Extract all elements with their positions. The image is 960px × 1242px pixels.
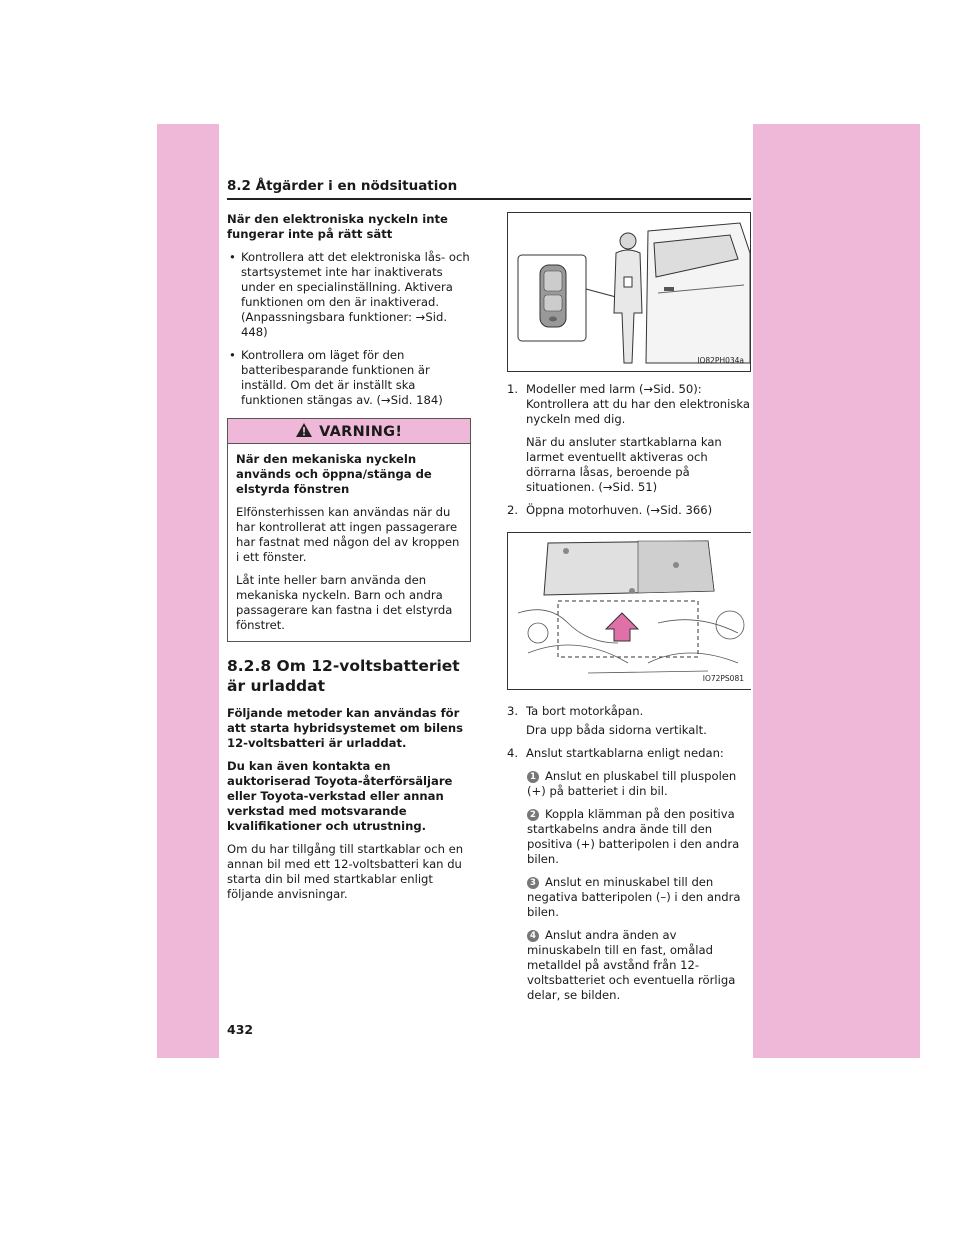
engine-illustration bbox=[508, 533, 752, 689]
warning-heading: När den mekaniska nyckeln används och öppna/stänga de elstyrda fönstren bbox=[236, 452, 432, 496]
step-number: 3. bbox=[507, 704, 519, 718]
figure-code: IO82PH034a bbox=[697, 356, 744, 365]
substep-text: Anslut en pluskabel till pluspolen (+) på batteriet i din bil. bbox=[527, 769, 737, 798]
section-header bbox=[227, 178, 751, 200]
step-circle-icon: 4 bbox=[527, 930, 539, 942]
warning-para: Elfönsterhissen kan användas när du har kontrollerat att ingen passagerare har fastnat med någon del av kroppen i ett fönster. bbox=[236, 505, 460, 564]
bullet-item bbox=[227, 348, 471, 408]
substep-text: Anslut en minuskabel till den negativa batteripolen (–) i den andra bilen. bbox=[527, 875, 741, 919]
step-text: Ta bort motorkåpan. bbox=[526, 704, 644, 718]
step-circle-icon: 2 bbox=[527, 809, 539, 821]
figure-key-door bbox=[507, 212, 751, 372]
step-circle-icon: 3 bbox=[527, 877, 539, 889]
substep-item bbox=[507, 875, 751, 920]
figure-code: IO72PS081 bbox=[702, 674, 744, 683]
warning-box bbox=[227, 418, 471, 642]
step-text: Anslut startkablarna enligt nedan: bbox=[526, 746, 724, 760]
substep-item bbox=[507, 807, 751, 867]
step-item bbox=[507, 382, 751, 495]
bold-paragraph: Du kan även kontakta en auktoriserad Toyota-återförsäljare eller Toyota-verkstad eller annan verkstad med motsvarande kvalifikationer och utrustning. bbox=[227, 759, 453, 833]
substep-item bbox=[507, 769, 751, 799]
bullet-item bbox=[227, 250, 471, 340]
step-text: Modeller med larm (→Sid. 50): Kontrollera att du har den elektroniska nyckeln med dig. bbox=[526, 382, 751, 426]
warning-para: Låt inte heller barn använda den mekaniska nyckeln. Barn och andra passagerare kan fastna i det elstyrda fönstret. bbox=[236, 573, 453, 632]
right-column bbox=[507, 212, 751, 1011]
warning-body bbox=[228, 444, 470, 641]
subsection-heading: 8.2.8 Om 12-voltsbatteriet är urladdat bbox=[227, 657, 460, 695]
step-number: 4. bbox=[507, 746, 519, 760]
body-paragraph: Om du har tillgång till startkablar och en annan bil med ett 12-voltsbatteri kan du starta din bil med startkablar enligt följande anvisningar. bbox=[227, 842, 464, 901]
step-item bbox=[507, 746, 751, 761]
step-extra: Dra upp båda sidorna vertikalt. bbox=[526, 723, 707, 737]
step-extra: När du ansluter startkablarna kan larmet eventuellt aktiveras och dörrarna låsas, beroende på situationen. (→Sid. 51) bbox=[526, 435, 722, 494]
door-illustration bbox=[508, 213, 752, 371]
section-title: 8.2 Åtgärder i en nödsituation bbox=[227, 178, 458, 194]
bullet-text: Kontrollera om läget för den batteribesparande funktionen är inställd. Om det är inställt ska funktionen stängas av. (→Sid. 184) bbox=[241, 348, 443, 407]
step-circle-icon: 1 bbox=[527, 771, 539, 783]
step-number: 1. bbox=[507, 382, 519, 396]
bullet-glyph: • bbox=[229, 250, 236, 264]
bullet-glyph: • bbox=[229, 348, 236, 362]
step-item bbox=[507, 503, 751, 518]
key-heading: När den elektroniska nyckeln inte fungerar inte på rätt sätt bbox=[227, 212, 448, 241]
page-number: 432 bbox=[227, 1022, 254, 1037]
bullet-text: Kontrollera att det elektroniska lås- och startsystemet inte har inaktiverats under en specialinställning. Aktivera funktionen om den är inaktiverad. (Anpassningsbara funktioner: →Sid. 448) bbox=[241, 250, 470, 339]
bold-paragraph: Följande metoder kan användas för att starta hybridsystemet om bilens 12-voltsbatteri är urladdat. bbox=[227, 706, 464, 750]
section-rule bbox=[227, 198, 751, 200]
step-text: Öppna motorhuven. (→Sid. 366) bbox=[526, 503, 713, 517]
step-item bbox=[507, 704, 751, 738]
left-column bbox=[227, 212, 471, 910]
substep-item bbox=[507, 928, 751, 1003]
substep-text: Koppla klämman på den positiva startkabelns andra ände till den positiva (+) batteripolen i den andra bilen. bbox=[527, 807, 740, 866]
key-fob-icon bbox=[540, 265, 566, 327]
substep-text: Anslut andra änden av minuskabeln till en fast, omålad metalldel på avstånd från 12-voltsbatteriet och eventuella rörliga delar, se bilden. bbox=[527, 928, 736, 1002]
warning-triangle-icon bbox=[296, 423, 312, 437]
warning-title: VARNING! bbox=[319, 424, 403, 440]
warning-header bbox=[228, 419, 470, 444]
figure-engine bbox=[507, 532, 751, 690]
step-number: 2. bbox=[507, 503, 519, 517]
